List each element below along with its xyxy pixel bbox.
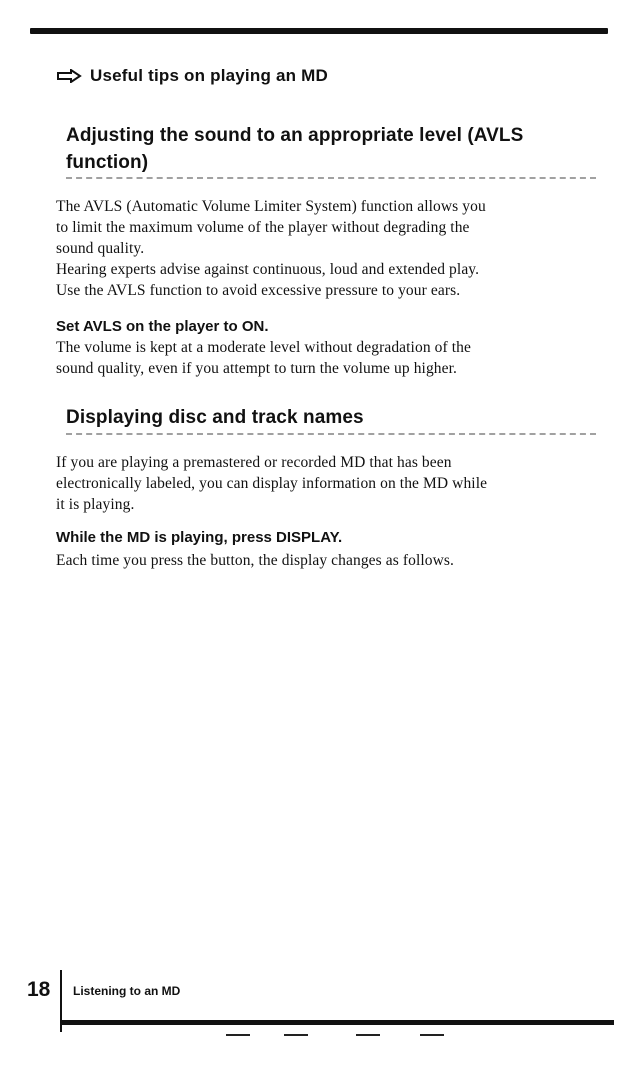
page-number: 18: [27, 978, 51, 1001]
names-paragraph-2: Each time you press the button, the display changes as follows.: [56, 552, 455, 569]
avls-heading: Adjusting the sound to an appropriate level (AVLS function): [66, 125, 524, 173]
bottom-tick: [420, 1034, 444, 1036]
bottom-tick: [356, 1034, 380, 1036]
section-heading: [56, 66, 328, 86]
avls-heading-underline: [66, 177, 596, 179]
names-heading: Displaying disc and track names: [66, 407, 364, 428]
avls-paragraph-1: The AVLS (Automatic Volume Limiter System) function allows you to limit the maximum volume of the player without degrading the sound quality.: [56, 198, 486, 257]
bottom-tick: [226, 1034, 250, 1036]
chapter-label: Listening to an MD: [73, 984, 181, 998]
avls-paragraph-3: The volume is kept at a moderate level without degradation of the sound quality, even if you attempt to turn the volume up higher.: [56, 339, 471, 377]
bottom-tick: [284, 1034, 308, 1036]
top-rule: [30, 28, 608, 34]
bottom-rule: [60, 1020, 614, 1025]
section-title: Useful tips on playing an MD: [90, 66, 328, 85]
names-paragraph-1: If you are playing a premastered or recorded MD that has been electronically labeled, you can display information on the MD while it is playing.: [56, 454, 488, 513]
names-heading-underline: [66, 433, 596, 435]
arrow-icon: [56, 69, 82, 83]
avls-paragraph-2: Hearing experts advise against continuous, loud and extended play. Use the AVLS function to avoid excessive pressure to your ears.: [56, 261, 480, 299]
names-step: While the MD is playing, press DISPLAY.: [56, 529, 343, 546]
avls-step: Set AVLS on the player to ON.: [56, 318, 269, 335]
